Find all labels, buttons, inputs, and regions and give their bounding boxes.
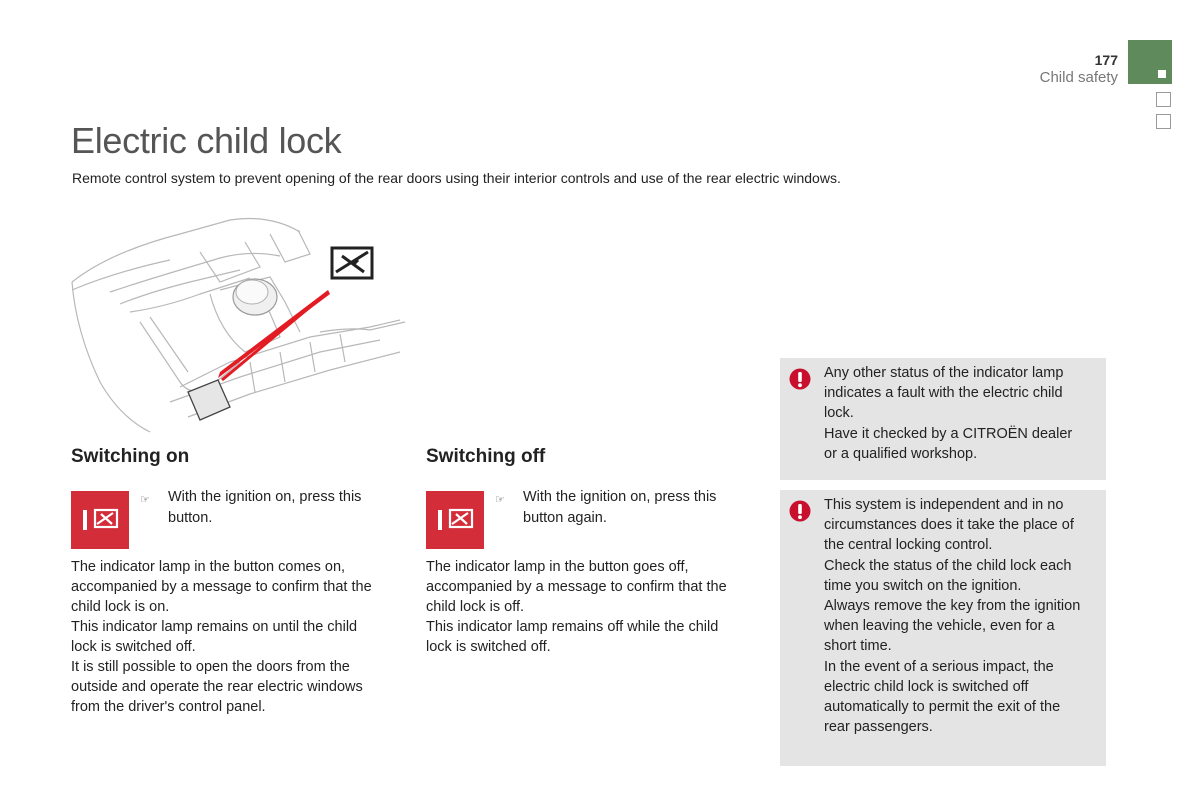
warning-box-independent: This system is independent and in no circumstances does it take the place of the central locking control. Check the status of the child lock each time you switch on the ignition. Always remove the key from the ignition when leaving the vehicle, even for a short time. In the event of a serious impact, the electric child lock is switched off automatically to permit the exit of the rear passengers.: [780, 490, 1106, 766]
exclamation-icon: [789, 500, 811, 522]
switching-on-step: With the ignition on, press this button.: [168, 489, 362, 526]
child-lock-button-on: [71, 491, 129, 549]
hand-pointer-icon: ☞: [495, 494, 505, 506]
switching-on-description: The indicator lamp in the button comes on, accompanied by a message to confirm that the child lock is on. This indicator lamp remains on until the child lock is switched off. It is still possible to open the doors from the outside and operate the rear electric windows from the driver's control panel.: [71, 559, 372, 715]
child-lock-switch: [188, 380, 230, 420]
console-illustration: [70, 212, 410, 434]
page-number: 177: [1094, 52, 1118, 68]
warning-box-fault: Any other status of the indicator lamp indicates a fault with the electric child lock. Have it checked by a CITROËN dealer or a qualified workshop.: [780, 358, 1106, 480]
child-lock-button-off: [426, 491, 484, 549]
child-lock-window-icon: [93, 507, 119, 531]
chapter-title: Child safety: [1039, 69, 1118, 86]
child-lock-window-icon: [332, 248, 372, 278]
intro-text: Remote control system to prevent opening of the rear doors using their interior controls and use of the rear electric windows.: [72, 170, 841, 186]
page-title: Electric child lock: [71, 120, 342, 161]
child-lock-window-icon: [448, 507, 474, 531]
chapter-tab: [1128, 40, 1172, 84]
switching-off-description: The indicator lamp in the button goes off, accompanied by a message to confirm that the child lock is off. This indicator lamp remains off while the child lock is switched off.: [426, 559, 727, 655]
exclamation-icon: [789, 368, 811, 390]
switching-on-heading: Switching on: [71, 446, 190, 467]
chapter-tab-marker: [1158, 70, 1166, 78]
hand-pointer-icon: ☞: [140, 494, 150, 506]
chapter-indicator-box: [1156, 114, 1171, 129]
chapter-indicator-box: [1156, 92, 1171, 107]
switching-off-step: With the ignition on, press this button again.: [523, 489, 717, 526]
switching-off-heading: Switching off: [426, 446, 546, 467]
